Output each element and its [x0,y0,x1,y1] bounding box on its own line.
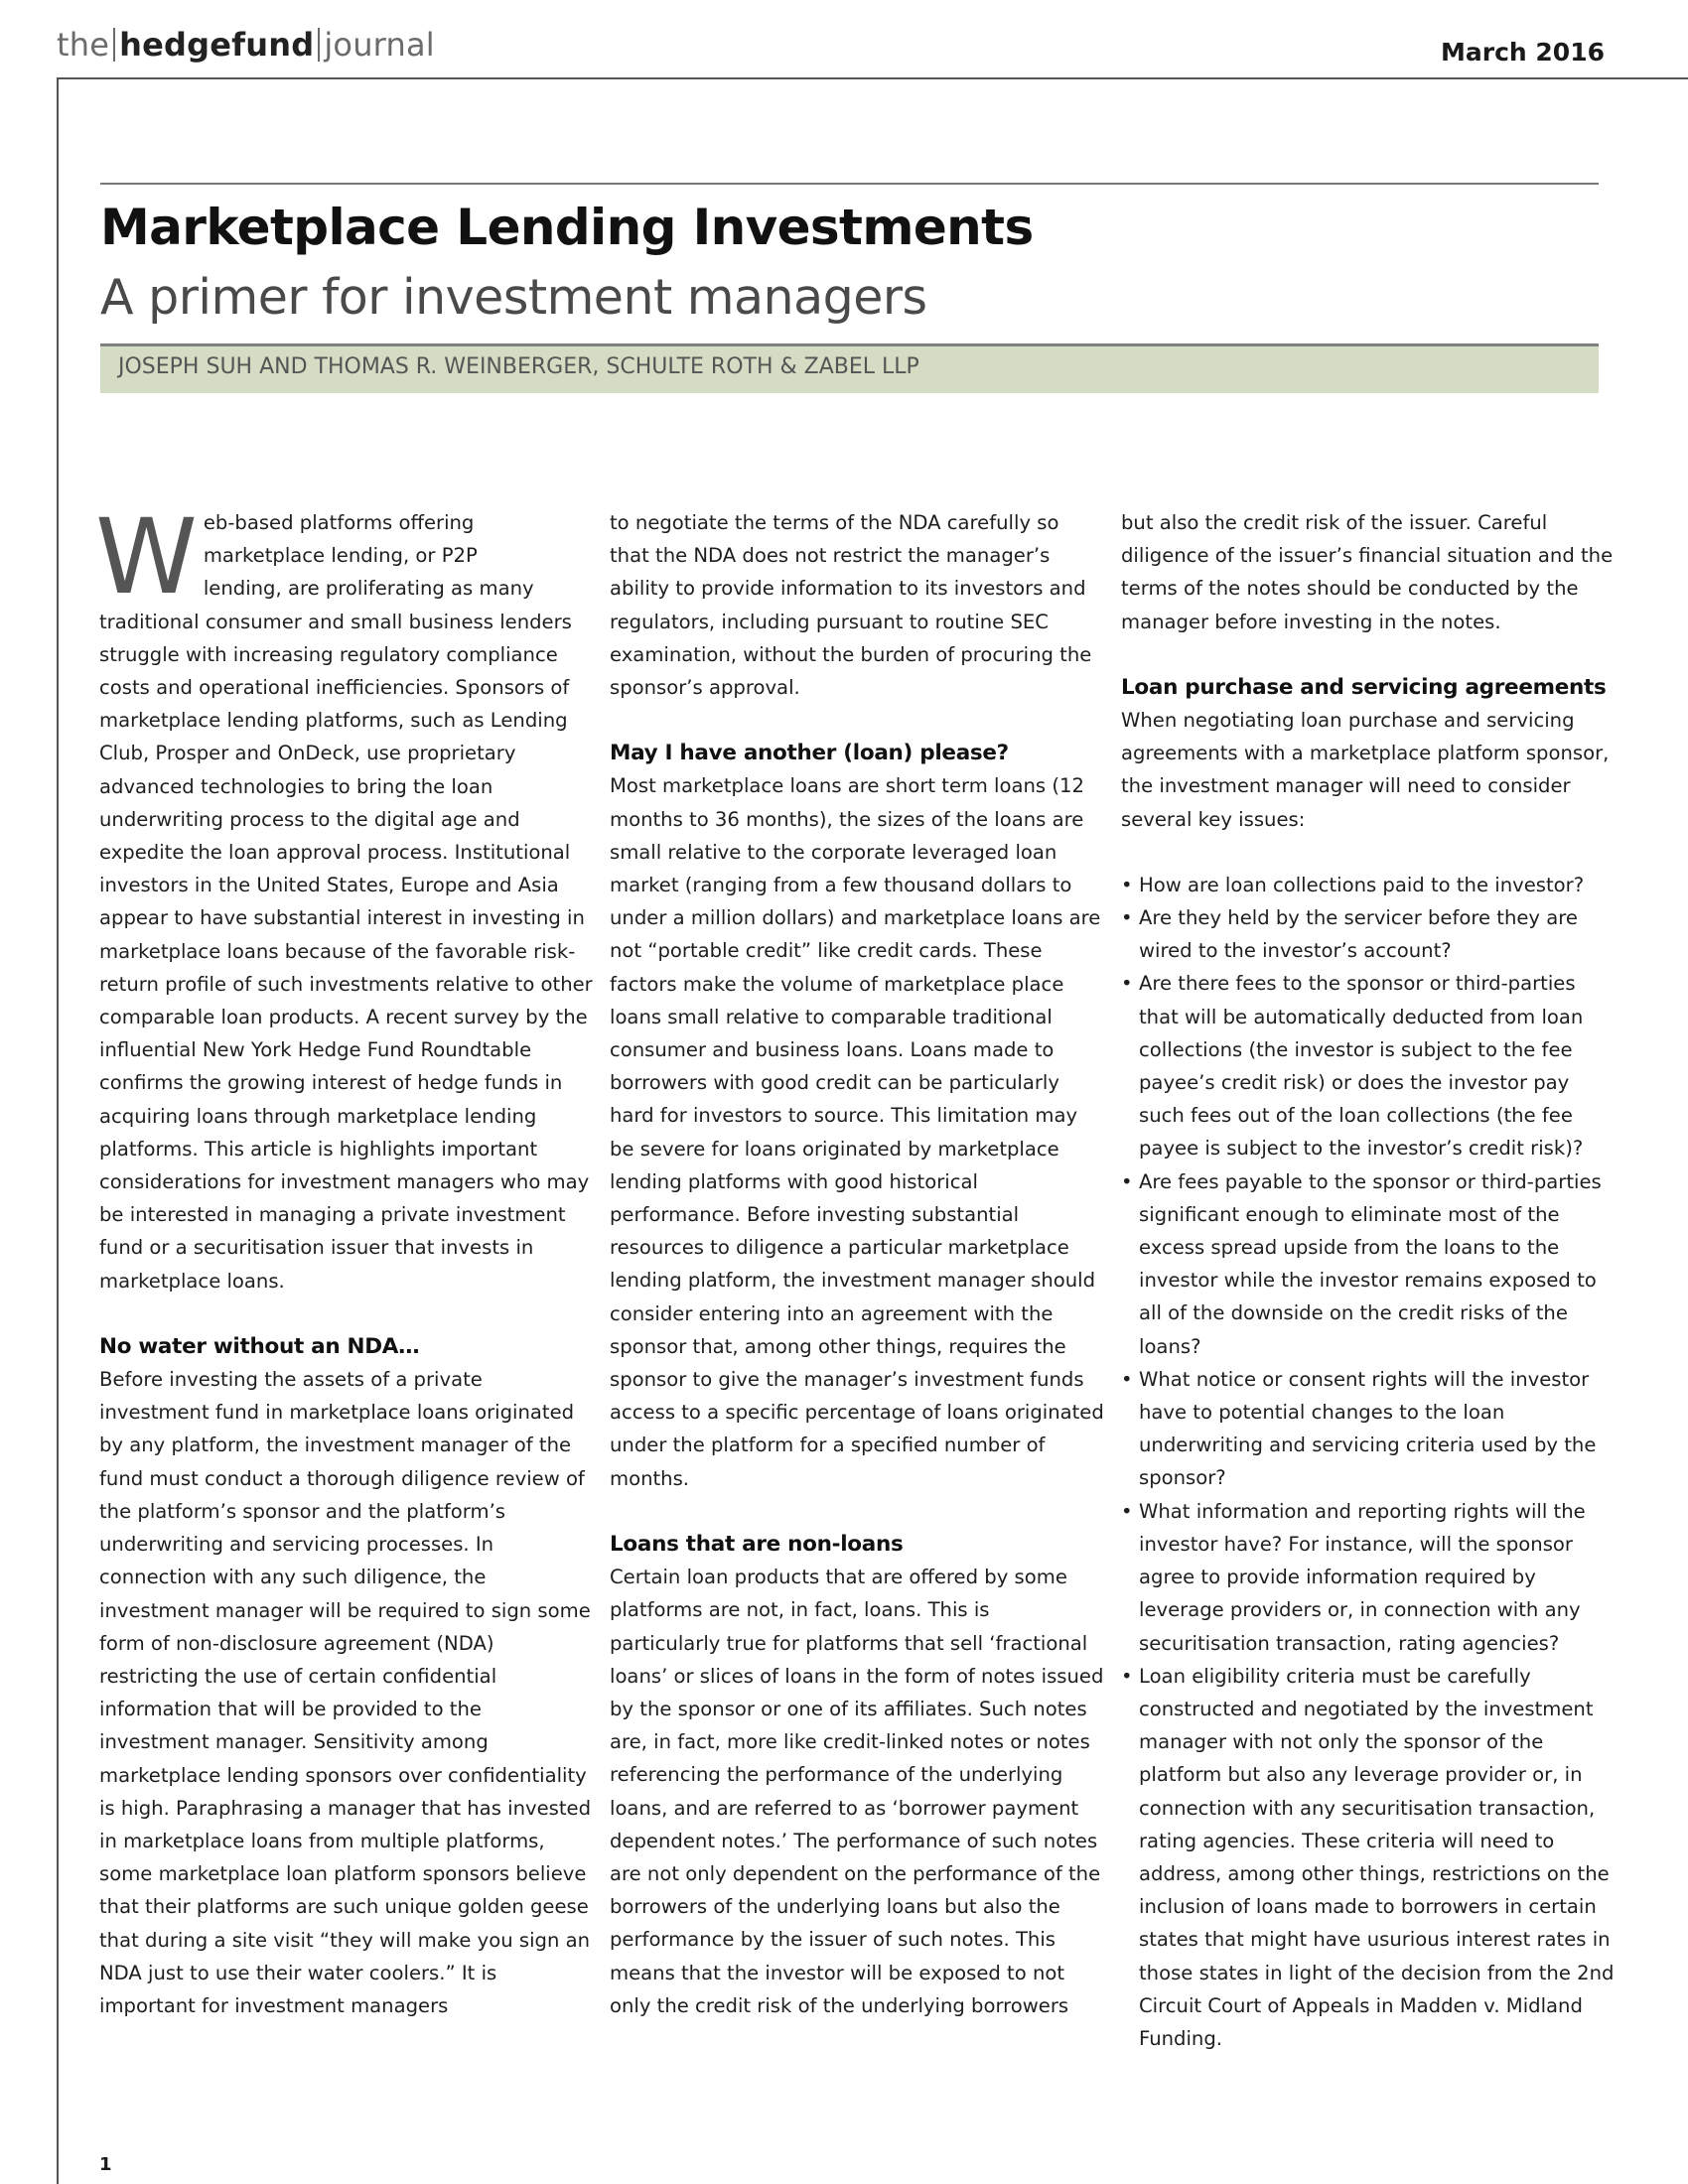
nda-paragraph-continued: to negotiate the terms of the NDA carefully so that the NDA does not restrict the manager’s ability to provide information to its investors and regulators, including pursuant to routine SEC examination, without the burden of procuring the sponsor’s approval. [610,511,1092,700]
key-issues-list [1121,869,1618,2055]
section-heading-nda: No water without an NDA… [99,1333,420,1359]
masthead-separator [113,28,115,62]
article-column-3 [1121,506,1618,2055]
masthead-hedgefund: hedgefund [119,26,315,64]
article-subtitle: A primer for investment managers [100,269,927,326]
article-byline: JOSEPH SUH AND THOMAS R. WEINBERGER, SCHULTE ROTH & ZABEL LLP [118,354,919,379]
section-heading-loan-purchase: Loan purchase and servicing agreements [1121,674,1607,700]
intro-paragraph: traditional consumer and small business lenders struggle with increasing regulatory compliance costs and operational inefficiencies. Sponsors of marketplace lending platforms, such as Lending Club, Prosper and OnDeck, use proprietary advanced technologies to bring the loan underwriting process to the digital age and expedite the loan approval process. Institutional investors in the United States, Europe and Asia appear to have substantial interest in investing in marketplace loans because of the favorable risk-return profile of such investments relative to other comparable loan products. A recent survey by the influential New York Hedge Fund Roundtable confirms the growing interest of hedge funds in acquiring loans through marketplace lending platforms. This article is highlights important considerations for investment managers who may be interested in managing a private investment fund or a securitisation issuer that invests in marketplace loans. [99,610,593,1293]
intro-line: lending, are proliferating as many [203,577,534,601]
non-loans-paragraph-continued: but also the credit risk of the issuer. Careful diligence of the issuer’s financial situation and the terms of the notes should be conducted by the manager before investing in the notes. [1121,511,1614,633]
page-number: 1 [99,2154,112,2175]
masthead-journal: journal [324,26,435,64]
article-column-2 [610,506,1104,2022]
list-item: • Loan eligibility criteria must be carefully constructed and negotiated by the investment manager with not only the sponsor of the platform but also any leverage provider or, in connection with any securitisation transaction, rating agencies. These criteria will need to address, among other things, restrictions on the inclusion of loans made to borrowers in certain states that might have usurious interest rates in those states in light of the decision from the 2nd Circuit Court of Appeals in Madden v. Midland Funding. [1121,1660,1618,2055]
list-item: • What notice or consent rights will the investor have to potential changes to the loan underwriting and servicing criteria used by the sponsor? [1121,1363,1618,1495]
non-loans-paragraph: Certain loan products that are offered by some platforms are not, in fact, loans. This is particularly true for platforms that sell ‘fractional loans’ or slices of loans in the form of notes issued by the sponsor or one of its affiliates. Such notes are, in fact, more like credit-linked notes or notes referencing the performance of the underlying loans, and are referred to as ‘borrower payment dependent notes.’ The performance of such notes are not only dependent on the performance of the borrowers of the underlying loans but also the performance by the issuer of such notes. This means that the investor will be exposed to not only the credit risk of the underlying borrowers [610,1566,1104,2017]
drop-cap: W [95,496,198,617]
list-item: • How are loan collections paid to the investor? [1121,869,1618,901]
page-frame-left-rule [57,77,59,2184]
loan-purchase-paragraph: When negotiating loan purchase and servicing agreements with a marketplace platform sponsor, the investment manager will need to consider several key issues: [1121,709,1610,831]
masthead-separator [318,28,320,62]
list-item: • Are they held by the servicer before they are wired to the investor’s account? [1121,901,1618,967]
issue-date: March 2016 [1441,38,1605,67]
section-heading-another-loan: May I have another (loan) please? [610,741,1009,766]
article-column-1 [95,496,594,2022]
nda-paragraph: Before investing the assets of a private investment fund in marketplace loans originated by any platform, the investment manager of the fund must conduct a thorough diligence review of the platform’s sponsor and the platform’s underwriting and servicing processes. In connection with any such diligence, the investment manager will be required to sign some form of non-disclosure agreement (NDA) restricting the use of certain confidential information that will be provided to the investment manager. Sensitivity among marketplace lending sponsors over confidentiality is high. Paraphrasing a manager that has invested in marketplace loans from multiple platforms, some marketplace loan platform sponsors believe that their platforms are such unique golden geese that during a site visit “they will make you sign an NDA just to use their water coolers.” It is important for investment managers [99,1368,592,2017]
section-heading-non-loans: Loans that are non-loans [610,1531,904,1557]
title-rule [100,183,1599,185]
article-title: Marketplace Lending Investments [100,199,1034,256]
masthead-the: the [57,26,110,64]
another-loan-paragraph: Most marketplace loans are short term loans (12 months to 36 months), the sizes of the loans are small relative to the corporate leveraged loan market (ranging from a few thousand dollars to under a million dollars) and marketplace loans are not “portable credit” like credit cards. These factors make the volume of marketplace place loans small relative to comparable traditional consumer and business loans. Loans made to borrowers with good credit can be particularly hard for investors to source. This limitation may be severe for loans originated by marketplace lending platforms with good historical performance. Before investing substantial resources to diligence a particular marketplace lending platform, the investment manager should consider entering into an agreement with the sponsor that, among other things, requires the sponsor to give the manager’s investment funds access to a specific percentage of loans originated under the platform for a specified number of months. [610,774,1104,1490]
list-item: • Are there fees to the sponsor or third-parties that will be automatically deducted from loan collections (the investor is subject to the fee payee’s credit risk) or does the investor pay such fees out of the loan collections (the fee payee is subject to the investor’s credit risk)? [1121,967,1618,1164]
list-item: • What information and reporting rights will the investor have? For instance, will the sponsor agree to provide information required by leverage providers or, in connection with any securitisation transaction, rating agencies? [1121,1495,1618,1660]
page-frame-top-rule [57,77,1688,79]
masthead-logo [57,26,435,64]
intro-line: eb-based platforms offering [203,511,475,534]
intro-line: marketplace lending, or P2P [203,544,478,568]
list-item: • Are fees payable to the sponsor or third-parties significant enough to eliminate most of the excess spread upside from the loans to the investor while the investor remains exposed to all of the downside on the credit risks of the loans? [1121,1165,1618,1363]
byline-bar [100,343,1599,393]
